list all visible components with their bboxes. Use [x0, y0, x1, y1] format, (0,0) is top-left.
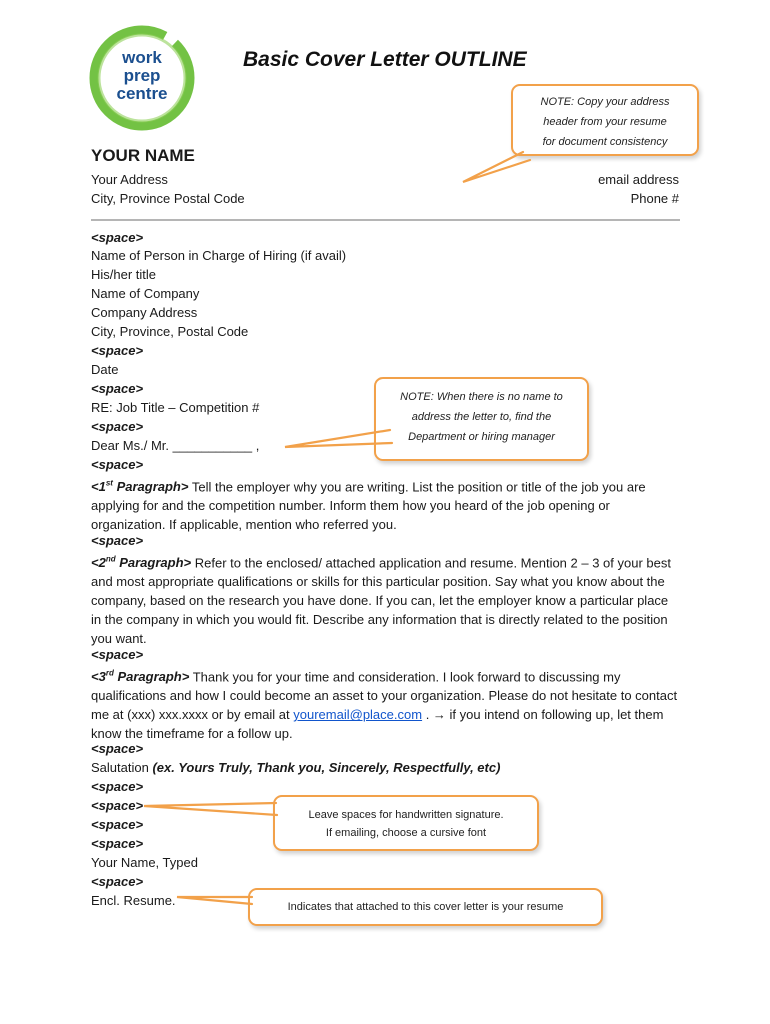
space-marker: <space>	[91, 798, 144, 813]
space-marker: <space>	[91, 741, 144, 756]
logo	[86, 22, 198, 134]
paragraph-2	[91, 550, 681, 648]
space-marker: <space>	[91, 836, 144, 851]
recipient-company: Name of Company	[91, 286, 200, 301]
para2-label-sup: nd	[105, 555, 116, 564]
para2-label: <2	[91, 555, 106, 571]
re-line: RE: Job Title – Competition #	[91, 400, 260, 415]
space-marker: <space>	[91, 419, 144, 434]
space-marker: <space>	[91, 343, 144, 358]
para2-label-end: Paragraph>	[115, 555, 192, 571]
address-note-callout	[511, 84, 699, 156]
header-divider	[91, 219, 680, 221]
para3-text-a: Thank you for your time and consideration. I look forward to discussing my qualifications and how I could become an asset to your organization. Please do not hesitate to contact me at (xxx) xxx.xxxx or by email at	[91, 669, 678, 723]
your-city: City, Province Postal Code	[91, 191, 245, 206]
your-name: YOUR NAME	[91, 146, 195, 165]
date-line: Date	[91, 362, 119, 377]
address-note-line: for document consistency	[542, 136, 668, 148]
dear-line: Dear Ms./ Mr. ___________ ,	[91, 438, 260, 453]
phone-number: Phone #	[630, 191, 679, 206]
your-name-typed: Your Name, Typed	[91, 855, 198, 870]
encl-note-text: Indicates that attached to this cover letter is your resume	[287, 901, 564, 913]
para1-label: <1	[91, 479, 106, 495]
logo-text-prep: prep	[123, 66, 161, 85]
recipient-name: Name of Person in Charge of Hiring (if avail)	[91, 248, 347, 263]
para3-label: <3	[91, 669, 106, 685]
name-note-line: NOTE: When there is no name to	[400, 391, 563, 403]
encl-line: Encl. Resume.	[91, 893, 176, 908]
space-marker: <space>	[91, 457, 144, 472]
signature-note-pointer	[144, 803, 277, 815]
address-note-line: NOTE: Copy your address	[540, 96, 670, 108]
para2-text: Refer to the enclosed/ attached application and resume. Mention 2 – 3 of your best and most appropriate qualifications or skills for this particular position. Say what you know about the company, based on the research you have done. If you can, let the employer know a particular place in the company in which you would fit. Describe any information that is directly related to the position you want.	[91, 555, 671, 647]
signature-note-callout	[273, 795, 539, 851]
salutation-examples: (ex. Yours Truly, Thank you, Sincerely, Respectfully, etc)	[152, 760, 501, 775]
logo-text-centre: centre	[116, 84, 168, 103]
space-marker: <space>	[91, 230, 144, 245]
salutation-line	[91, 758, 500, 777]
address-note-pointer	[463, 152, 530, 182]
signature-note-line: Leave spaces for handwritten signature.	[308, 809, 504, 821]
space-marker: <space>	[91, 381, 144, 396]
space-marker: <space>	[91, 779, 144, 794]
name-note-callout	[374, 377, 589, 461]
name-note-line: Department or hiring manager	[408, 431, 555, 443]
logo-text-work: work	[122, 48, 162, 67]
paragraph-1	[91, 474, 681, 534]
recipient-address: Company Address	[91, 305, 198, 320]
address-note-line: header from your resume	[543, 116, 667, 128]
para3-text-b: . → if you intend on following up, let them know the timeframe for a follow up.	[91, 707, 664, 742]
recipient-title: His/her title	[91, 267, 157, 282]
email-address: email address	[598, 172, 679, 187]
salutation-label: Salutation	[91, 760, 153, 775]
para3-label-sup: rd	[105, 669, 114, 678]
space-marker: <space>	[91, 533, 144, 548]
page-title: Basic Cover Letter OUTLINE	[243, 48, 527, 71]
para1-label-sup: st	[105, 479, 113, 488]
encl-note-pointer	[177, 897, 252, 904]
signature-note-line: If emailing, choose a cursive font	[325, 827, 487, 839]
para1-text: Tell the employer why you are writing. List the position or title of the job you are applying for and the competition number. Inform them how you heard of the job opening or organization. If applicable, mention who referred you.	[91, 479, 646, 533]
email-link[interactable]: youremail@place.com	[293, 707, 423, 723]
your-address: Your Address	[91, 172, 168, 187]
space-marker: <space>	[91, 817, 144, 832]
recipient-city: City, Province, Postal Code	[91, 324, 249, 339]
space-marker: <space>	[91, 647, 144, 662]
space-marker: <space>	[91, 874, 144, 889]
paragraph-3	[91, 664, 681, 743]
name-note-line: address the letter to, find the	[411, 411, 552, 423]
para1-label-end: Paragraph>	[112, 479, 189, 495]
para3-label-end: Paragraph>	[113, 669, 190, 685]
encl-note-callout	[248, 888, 603, 926]
